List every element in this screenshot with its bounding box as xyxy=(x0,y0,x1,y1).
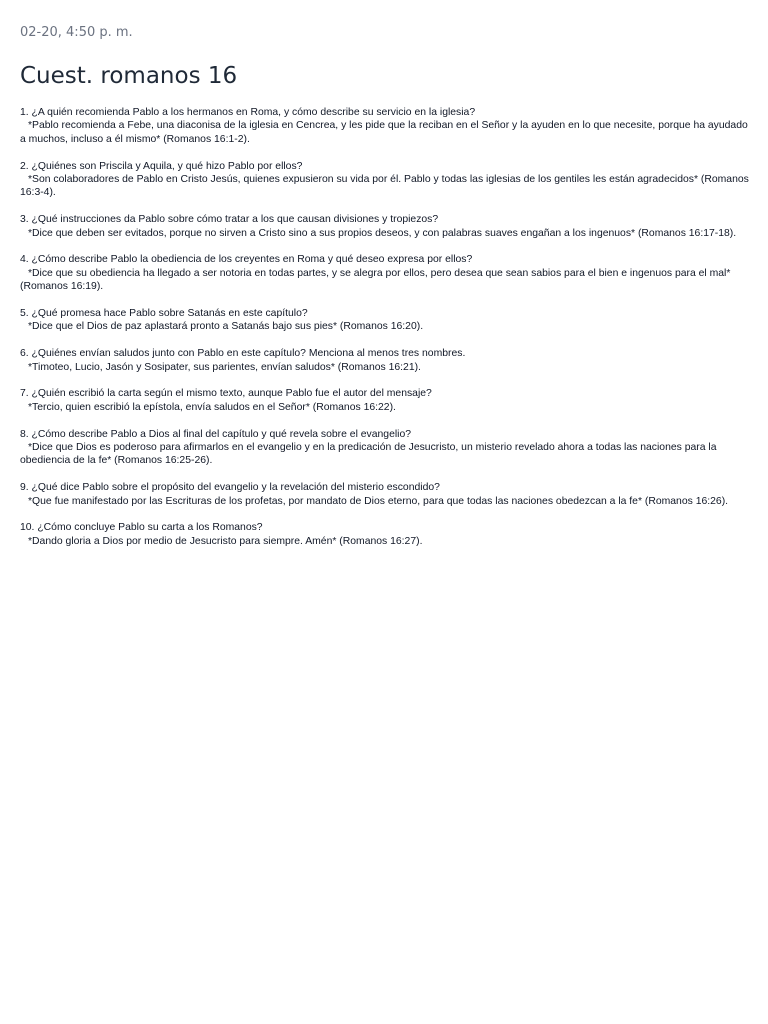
answer-2: *Son colaboradores de Pablo en Cristo Jesús, quienes expusieron su vida por él. Pablo y todas las iglesias de los gentiles les están agradecidos* (Romanos 16:3-4). xyxy=(20,174,749,199)
qa-item-7 xyxy=(20,387,750,414)
answer-8: *Dice que Dios es poderoso para afirmarlos en el evangelio y en la predicación de Jesucristo, un misterio revelado ahora a todas las naciones para la obediencia de la fe* (Romanos 16:25-26). xyxy=(20,442,717,467)
answer-1: *Pablo recomienda a Febe, una diaconisa de la iglesia en Cencrea, y les pide que la reciban en el Señor y la ayuden en lo que necesite, porque ha ayudado a muchos, incluso a él mismo* (Romanos 16:1-2). xyxy=(20,120,748,145)
answer-10: *Dando gloria a Dios por medio de Jesucristo para siempre. Amén* (Romanos 16:27). xyxy=(28,535,423,547)
answer-4: *Dice que su obediencia ha llegado a ser notoria en todas partes, y se alegra por ellos, pero desea que sean sabios para el bien e ingenuos para el mal* (Romanos 16:19). xyxy=(20,267,731,293)
question-6: 6. ¿Quiénes envían saludos junto con Pablo en este capítulo? Menciona al menos tres nombres. xyxy=(20,348,466,360)
qa-item-4 xyxy=(20,253,750,293)
qa-item-9 xyxy=(20,481,750,508)
qa-item-3 xyxy=(20,213,750,240)
question-8: 8. ¿Cómo describe Pablo a Dios al final del capítulo y qué revela sobre el evangelio? xyxy=(20,428,412,440)
question-3: 3. ¿Qué instrucciones da Pablo sobre cómo tratar a los que causan divisiones y tropiezos? xyxy=(20,214,439,226)
qa-list xyxy=(20,106,750,562)
question-7: 7. ¿Quién escribió la carta según el mismo texto, aunque Pablo fue el autor del mensaje? xyxy=(20,388,432,400)
qa-item-1 xyxy=(20,106,750,146)
qa-item-5 xyxy=(20,307,750,334)
qa-item-8 xyxy=(20,428,750,468)
question-4: 4. ¿Cómo describe Pablo la obediencia de los creyentes en Roma y qué deseo expresa por ellos? xyxy=(20,254,473,266)
question-10: 10. ¿Cómo concluye Pablo su carta a los Romanos? xyxy=(20,522,263,534)
answer-7: *Tercio, quien escribió la epístola, envía saludos en el Señor* (Romanos 16:22). xyxy=(28,401,396,413)
question-5: 5. ¿Qué promesa hace Pablo sobre Satanás en este capítulo? xyxy=(20,308,308,320)
qa-item-6 xyxy=(20,347,750,374)
question-1: 1. ¿A quién recomienda Pablo a los hermanos en Roma, y cómo describe su servicio en la iglesia? xyxy=(20,107,476,118)
note-title: Cuest. romanos 16 xyxy=(20,63,238,89)
answer-3: *Dice que deben ser evitados, porque no sirven a Cristo sino a sus propios deseos, y con palabras suaves engañan a los ingenuos* (Romanos 16:17-18). xyxy=(28,227,737,239)
answer-5: *Dice que el Dios de paz aplastará pronto a Satanás bajo sus pies* (Romanos 16:20). xyxy=(28,321,424,333)
answer-9: *Que fue manifestado por las Escrituras de los profetas, por mandato de Dios eterno, para que todas las naciones obedezcan a la fe* (Romanos 16:26). xyxy=(28,495,729,507)
qa-item-10 xyxy=(20,521,750,548)
note-timestamp: 02-20, 4:50 p. m. xyxy=(20,25,133,40)
qa-item-2 xyxy=(20,160,750,200)
answer-6: *Timoteo, Lucio, Jasón y Sosipater, sus parientes, envían saludos* (Romanos 16:21). xyxy=(28,361,421,373)
question-9: 9. ¿Qué dice Pablo sobre el propósito del evangelio y la revelación del misterio escondido? xyxy=(20,482,440,494)
question-2: 2. ¿Quiénes son Priscila y Aquila, y qué hizo Pablo por ellos? xyxy=(20,160,303,172)
